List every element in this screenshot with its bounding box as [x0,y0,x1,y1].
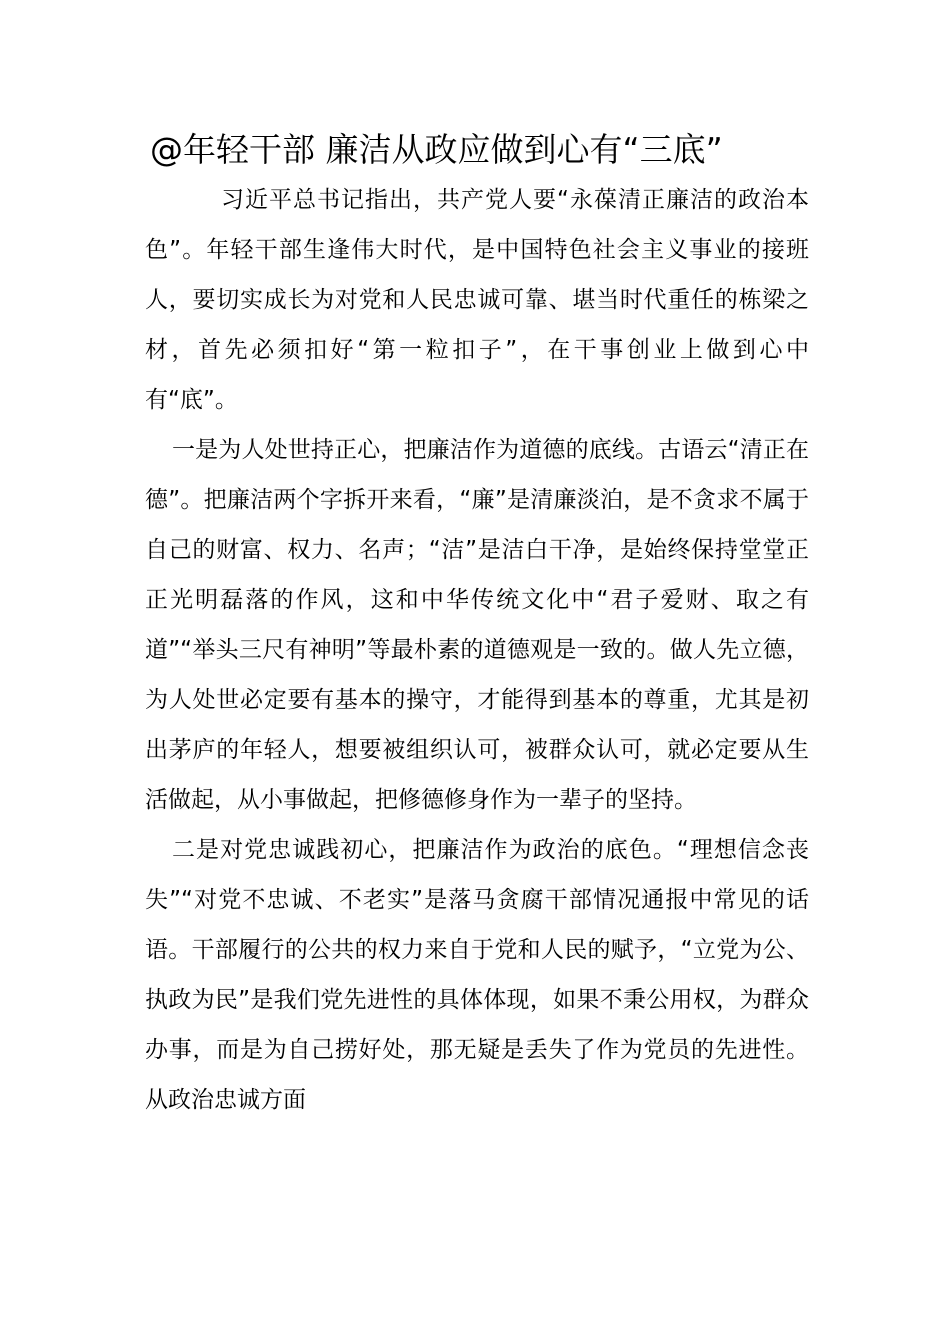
document-title: @年轻干部 廉洁从政应做到心有“三底” [150,130,723,169]
paragraph-point-two: 二是对党忠诚践初心，把廉洁作为政治的底色。“理想信念丧失”“对党不忠诚、不老实”是落马贪腐干部情况通报中常见的话语。干部履行的公共的权力来自于党和人民的赋予，“立党为公、执政为民”是我们党先进性的具体体现，如果不秉公用权，为群众办事，而是为自己捞好处，那无疑是丢失了作为党员的先进性。从政治忠诚方面 [145,837,809,1113]
paragraph-point-one: 一是为人处世持正心，把廉洁作为道德的底线。古语云“清正在德”。把廉洁两个字拆开来看，“廉”是清廉淡泊，是不贪求不属于自己的财富、权力、名声；“洁”是洁白干净，是始终保持堂堂正正光明磊落的作风，这和中华传统文化中“君子爱财、取之有道”“举头三尺有神明”等最朴素的道德观是一致的。做人先立德，为人处世必定要有基本的操守，才能得到基本的尊重，尤其是初出茅庐的年轻人，想要被组织认可，被群众认可，就必定要从生活做起，从小事做起，把修德修身作为一辈子的坚持。 [145,437,809,813]
paragraph-intro: 习近平总书记指出，共产党人要“永葆清正廉洁的政治本色”。年轻干部生逢伟大时代，是中国特色社会主义事业的接班人，要切实成长为对党和人民忠诚可靠、堪当时代重任的栋梁之材，首先必须扣好“第一粒扣子”，在干事创业上做到心中有“底”。 [145,187,809,413]
document-body [145,175,809,1125]
